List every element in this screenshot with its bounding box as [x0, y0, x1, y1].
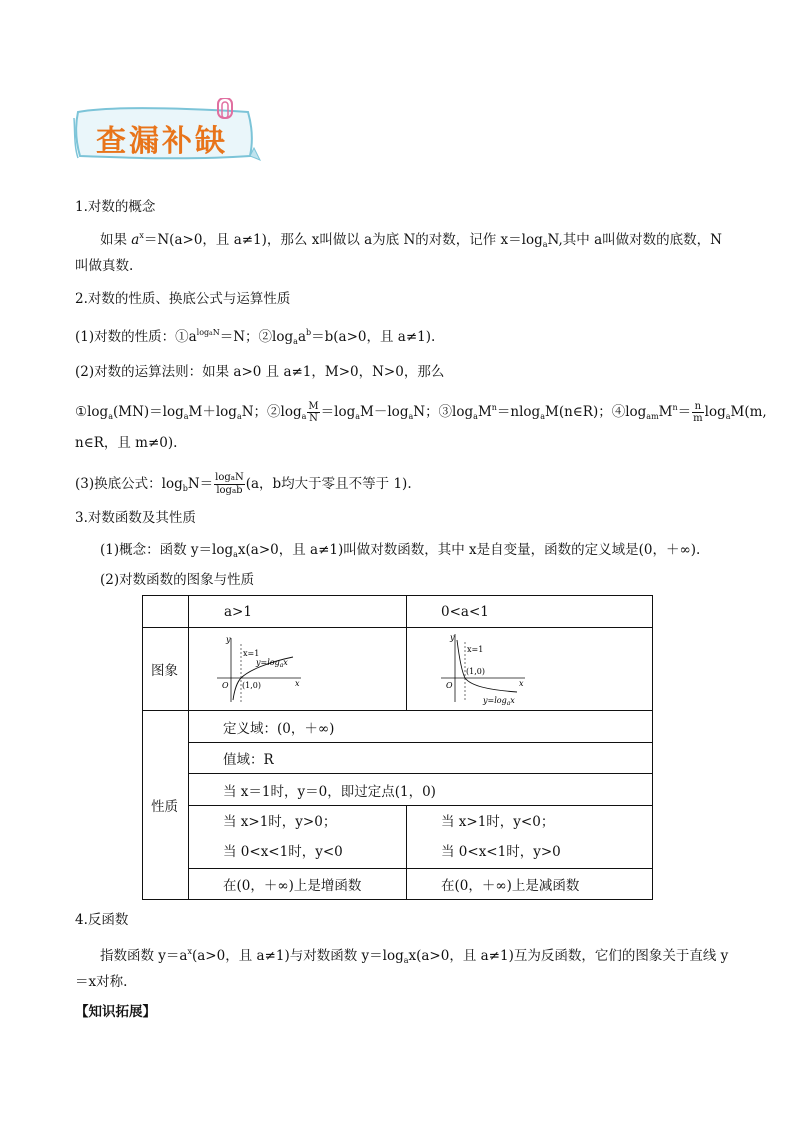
row-label-graph: 图象: [143, 628, 189, 711]
s4-para-line1: 指数函数 $y=a^x(a>0$，且 a≠1)与对数函数 $y=\log_ax(a>0$，且 a≠1)互为反函数，它们的图象关于直线 y: [100, 947, 729, 965]
axis-x-label: x: [519, 679, 524, 688]
table-corner: [143, 596, 189, 628]
axis-y-label: y: [226, 635, 231, 644]
knowledge-extension-heading: 【知识拓展】: [75, 1004, 156, 1020]
axis-x-label: x: [295, 679, 300, 688]
cell-monotone-increasing: 在(0，＋∞)上是增函数: [189, 869, 407, 900]
heading-1: 1.对数的概念: [75, 199, 156, 215]
cell-sign-decreasing: 当 x>1时，y<0； 当 0<x<1时，y>0: [407, 806, 653, 869]
s1-para-line2: 叫做真数.: [75, 258, 134, 274]
cell-domain: 定义域：(0，＋∞): [189, 711, 653, 743]
fraction-change-base: $\frac{\text{logaN}}{\text{logab}}$: [215, 472, 244, 496]
heading-4: 4.反函数: [75, 912, 129, 928]
heading-2: 2.对数的性质、换底公式与运算性质: [75, 291, 291, 307]
s2-rules-line: $①\log_a(MN)=\log_aM+\log_aN$；$②\log_a$ $\frac{M}{N}$ $=\log_aM-\log_aN$；$③\log_aM^n=nlog_aM(n\in R)$；$④\log_{am}M^n=$ $\frac{n}{m}$ $\log_aM(m$,: [75, 401, 767, 424]
banner-title: 查漏补缺: [96, 124, 228, 159]
origin-label: O: [446, 681, 453, 690]
function-label: $y=\log_ax$: [483, 696, 515, 707]
s2-change-base-line: (3)换底公式：$\log_bN=$ $\frac{\text{logaN}}{\text{logab}}$ (a，b均大于零且不等于 1).: [75, 472, 412, 496]
header-a-gt-1: a>1: [189, 596, 407, 628]
cell-fixed-point: 当 x＝1时，y＝0，即过定点(1，0): [189, 774, 653, 806]
cell-sign-increasing: 当 x>1时，y>0； 当 0<x<1时，y<0: [189, 806, 407, 869]
s2-rules-line2: n∈R，且 m≠0).: [75, 435, 178, 451]
s4-para-line2: ＝x对称.: [75, 974, 128, 990]
point-label: (1,0): [242, 681, 261, 690]
s3-graph-intro: (2)对数函数的图象与性质: [100, 572, 255, 588]
graph-increasing: [189, 628, 406, 710]
fraction-n-over-m: $\frac{n}{m}$: [693, 401, 703, 424]
s3-concept-line: (1)概念：函数 $y=\log_ax(a>0$，且 a≠1)叫做对数函数，其中 x是自变量，函数的定义域是(0，＋∞).: [100, 542, 701, 559]
graph-decreasing-cell: [407, 628, 653, 711]
axis-y-label: y: [450, 633, 455, 642]
function-label: $y=\log_ax$: [256, 658, 288, 669]
header-a-lt-1: 0<a<1: [407, 596, 653, 628]
log-function-table: [142, 595, 653, 900]
s1-para-line1: 如果 $a^x=N(a>0$，且 a≠1)，那么 x叫做以 a为底 N的对数，记作 $x=\log_aN$,其中 a叫做对数的底数，N: [100, 231, 722, 249]
fraction-m-over-n: $\frac{M}{N}$: [308, 401, 319, 424]
origin-label: O: [222, 681, 229, 690]
graph-decreasing: [407, 628, 652, 710]
heading-3: 3.对数函数及其性质: [75, 510, 196, 526]
s2-rules-intro: (2)对数的运算法则：如果 a>0 且 a≠1，M>0，N>0，那么: [75, 364, 445, 380]
line-x1-label: x=1: [467, 645, 484, 654]
cell-monotone-decreasing: 在(0，＋∞)上是减函数: [407, 869, 653, 900]
line-x1-label: x=1: [243, 649, 260, 658]
s2-prop-line: (1)对数的性质：$①a^{logaN}=N$；$②\log_aa^b=b(a>0$，且 a≠1).: [75, 328, 436, 346]
graph-increasing-cell: [189, 628, 407, 711]
row-label-properties: 性质: [143, 711, 189, 900]
point-label: (1,0): [466, 667, 485, 676]
cell-range: 值域：R: [189, 743, 653, 774]
